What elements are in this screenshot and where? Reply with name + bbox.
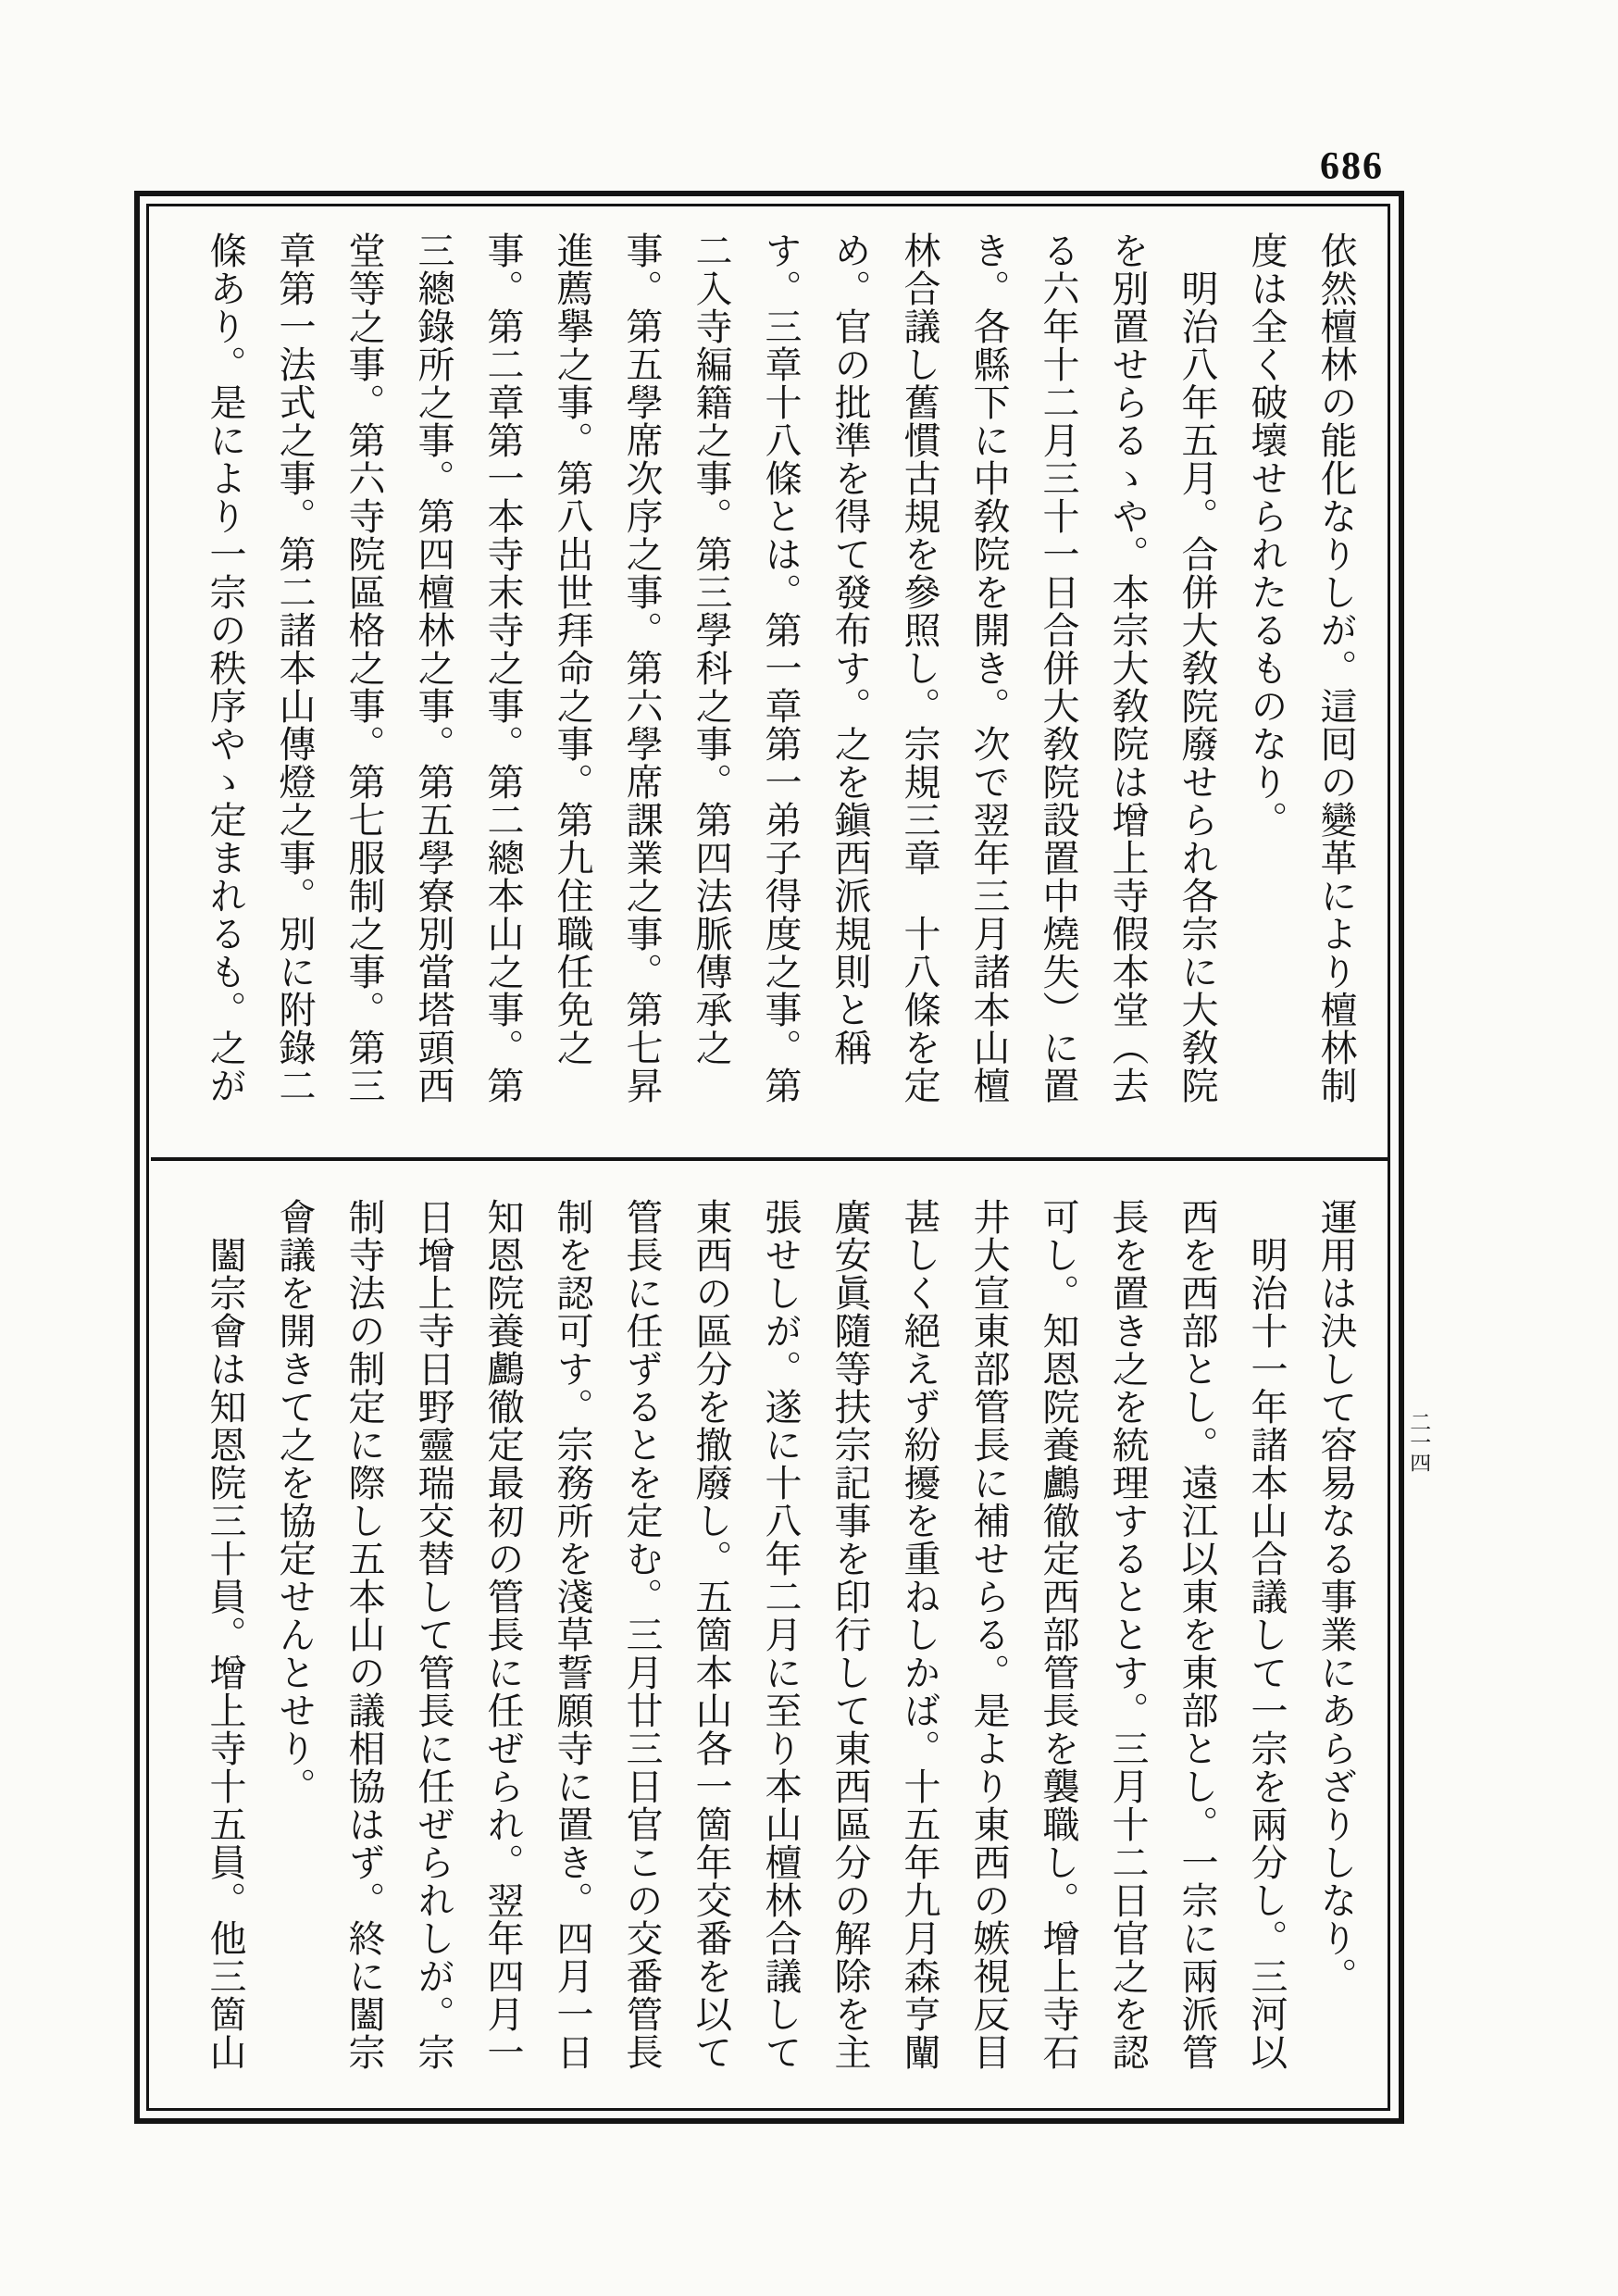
text-column: 制寺法の制定に際し五本山の議相協はず。終に闔宗 <box>343 1198 385 2071</box>
text-column: き。各縣下に中敎院を開き。次で翌年三月諸本山檀 <box>968 231 1010 1104</box>
text-column: る六年十二月三十一日合併大敎院設置中燒失）に置 <box>1038 231 1079 1104</box>
text-column: 甚しく絕えず紛擾を重ねしかば。十五年九月森亨闡 <box>899 1198 940 2071</box>
text-column: 日增上寺日野靈瑞交替して管長に任ぜられしが。宗 <box>413 1198 454 2071</box>
text-column: 堂等之事。第六寺院區格之事。第七服制之事。第三 <box>343 231 385 1104</box>
text-column: 廣安眞隨等扶宗記事を印行して東西區分の解除を主 <box>829 1198 871 2071</box>
text-column: 事。第五學席次序之事。第六學席課業之事。第七昇 <box>621 231 663 1104</box>
text-column: 事。第二章第一本寺末寺之事。第二總本山之事。第 <box>482 231 524 1104</box>
bottom-text-block <box>190 1198 1371 2107</box>
text-column: 林合議し舊慣古規を參照し。宗規三章 十八條を定 <box>899 231 940 1104</box>
page-number: 686 <box>1320 145 1384 188</box>
text-column: 三總錄所之事。第四檀林之事。第五學寮別當塔頭西 <box>413 231 454 1104</box>
text-column: 管長に任ずるとを定む。三月廿三日官この交番管長 <box>621 1198 663 2071</box>
text-column: 明治十一年諸本山合議して一宗を兩分し。三河以 <box>1246 1198 1288 2071</box>
text-column: 闔宗會は知恩院三十員。增上寺十五員。他三箇山 <box>205 1198 246 2071</box>
text-column: 井大宣東部管長に補せらる。是より東西の嫉視反目 <box>968 1198 1010 2071</box>
text-column: 運用は決して容易なる事業にあらざりしなり。 <box>1315 1198 1357 1995</box>
text-column: 知恩院養鸕徹定最初の管長に任ぜられ。翌年四月一 <box>482 1198 524 2071</box>
text-column: 制を認可す。宗務所を淺草誓願寺に置き。四月一日 <box>552 1198 593 2071</box>
text-column: 長を置き之を統理するととす。三月十二日官之を認 <box>1107 1198 1149 2071</box>
text-column: 西を西部とし。遠江以東を東部とし。一宗に兩派管 <box>1176 1198 1218 2071</box>
text-column: 依然檀林の能化なりしが。這囘の變革により檀林制 <box>1315 231 1357 1104</box>
text-column: 可し。知恩院養鸕徹定西部管長を襲職し。增上寺石 <box>1038 1198 1079 2071</box>
text-column: 進薦擧之事。第八出世拜命之事。第九住職任免之 <box>552 231 593 1067</box>
text-column: 會議を開きて之を協定せんとせり。 <box>274 1198 316 1805</box>
text-column: 條あり。是により一宗の秩序やゝ定まれるも。之が <box>205 231 246 1104</box>
folio-marker: 二一四 <box>1407 1411 1431 1472</box>
block-divider-rule <box>151 1157 1388 1161</box>
text-column: を別置せらるゝや。本宗大敎院は增上寺假本堂（去 <box>1107 231 1149 1104</box>
top-text-block <box>190 231 1371 1146</box>
text-column: 張せしが。遂に十八年二月に至り本山檀林合議して <box>760 1198 802 2071</box>
text-column: 度は全く破壞せられたるものなり。 <box>1246 231 1288 839</box>
text-column: す。三章十八條とは。第一章第一弟子得度之事。第 <box>760 231 802 1104</box>
text-column: 東西の區分を撤廢し。五箇本山各一箇年交番を以て <box>691 1198 732 2071</box>
text-column: 章第一法式之事。第二諸本山傳燈之事。別に附錄二 <box>274 231 316 1104</box>
text-column: 二入寺編籍之事。第三學科之事。第四法脈傳承之 <box>691 231 732 1067</box>
text-column: め。官の批準を得て發布す。之を鎭西派規則と稱 <box>829 231 871 1067</box>
text-column: 明治八年五月。合併大敎院廢せられ各宗に大敎院 <box>1176 231 1218 1104</box>
